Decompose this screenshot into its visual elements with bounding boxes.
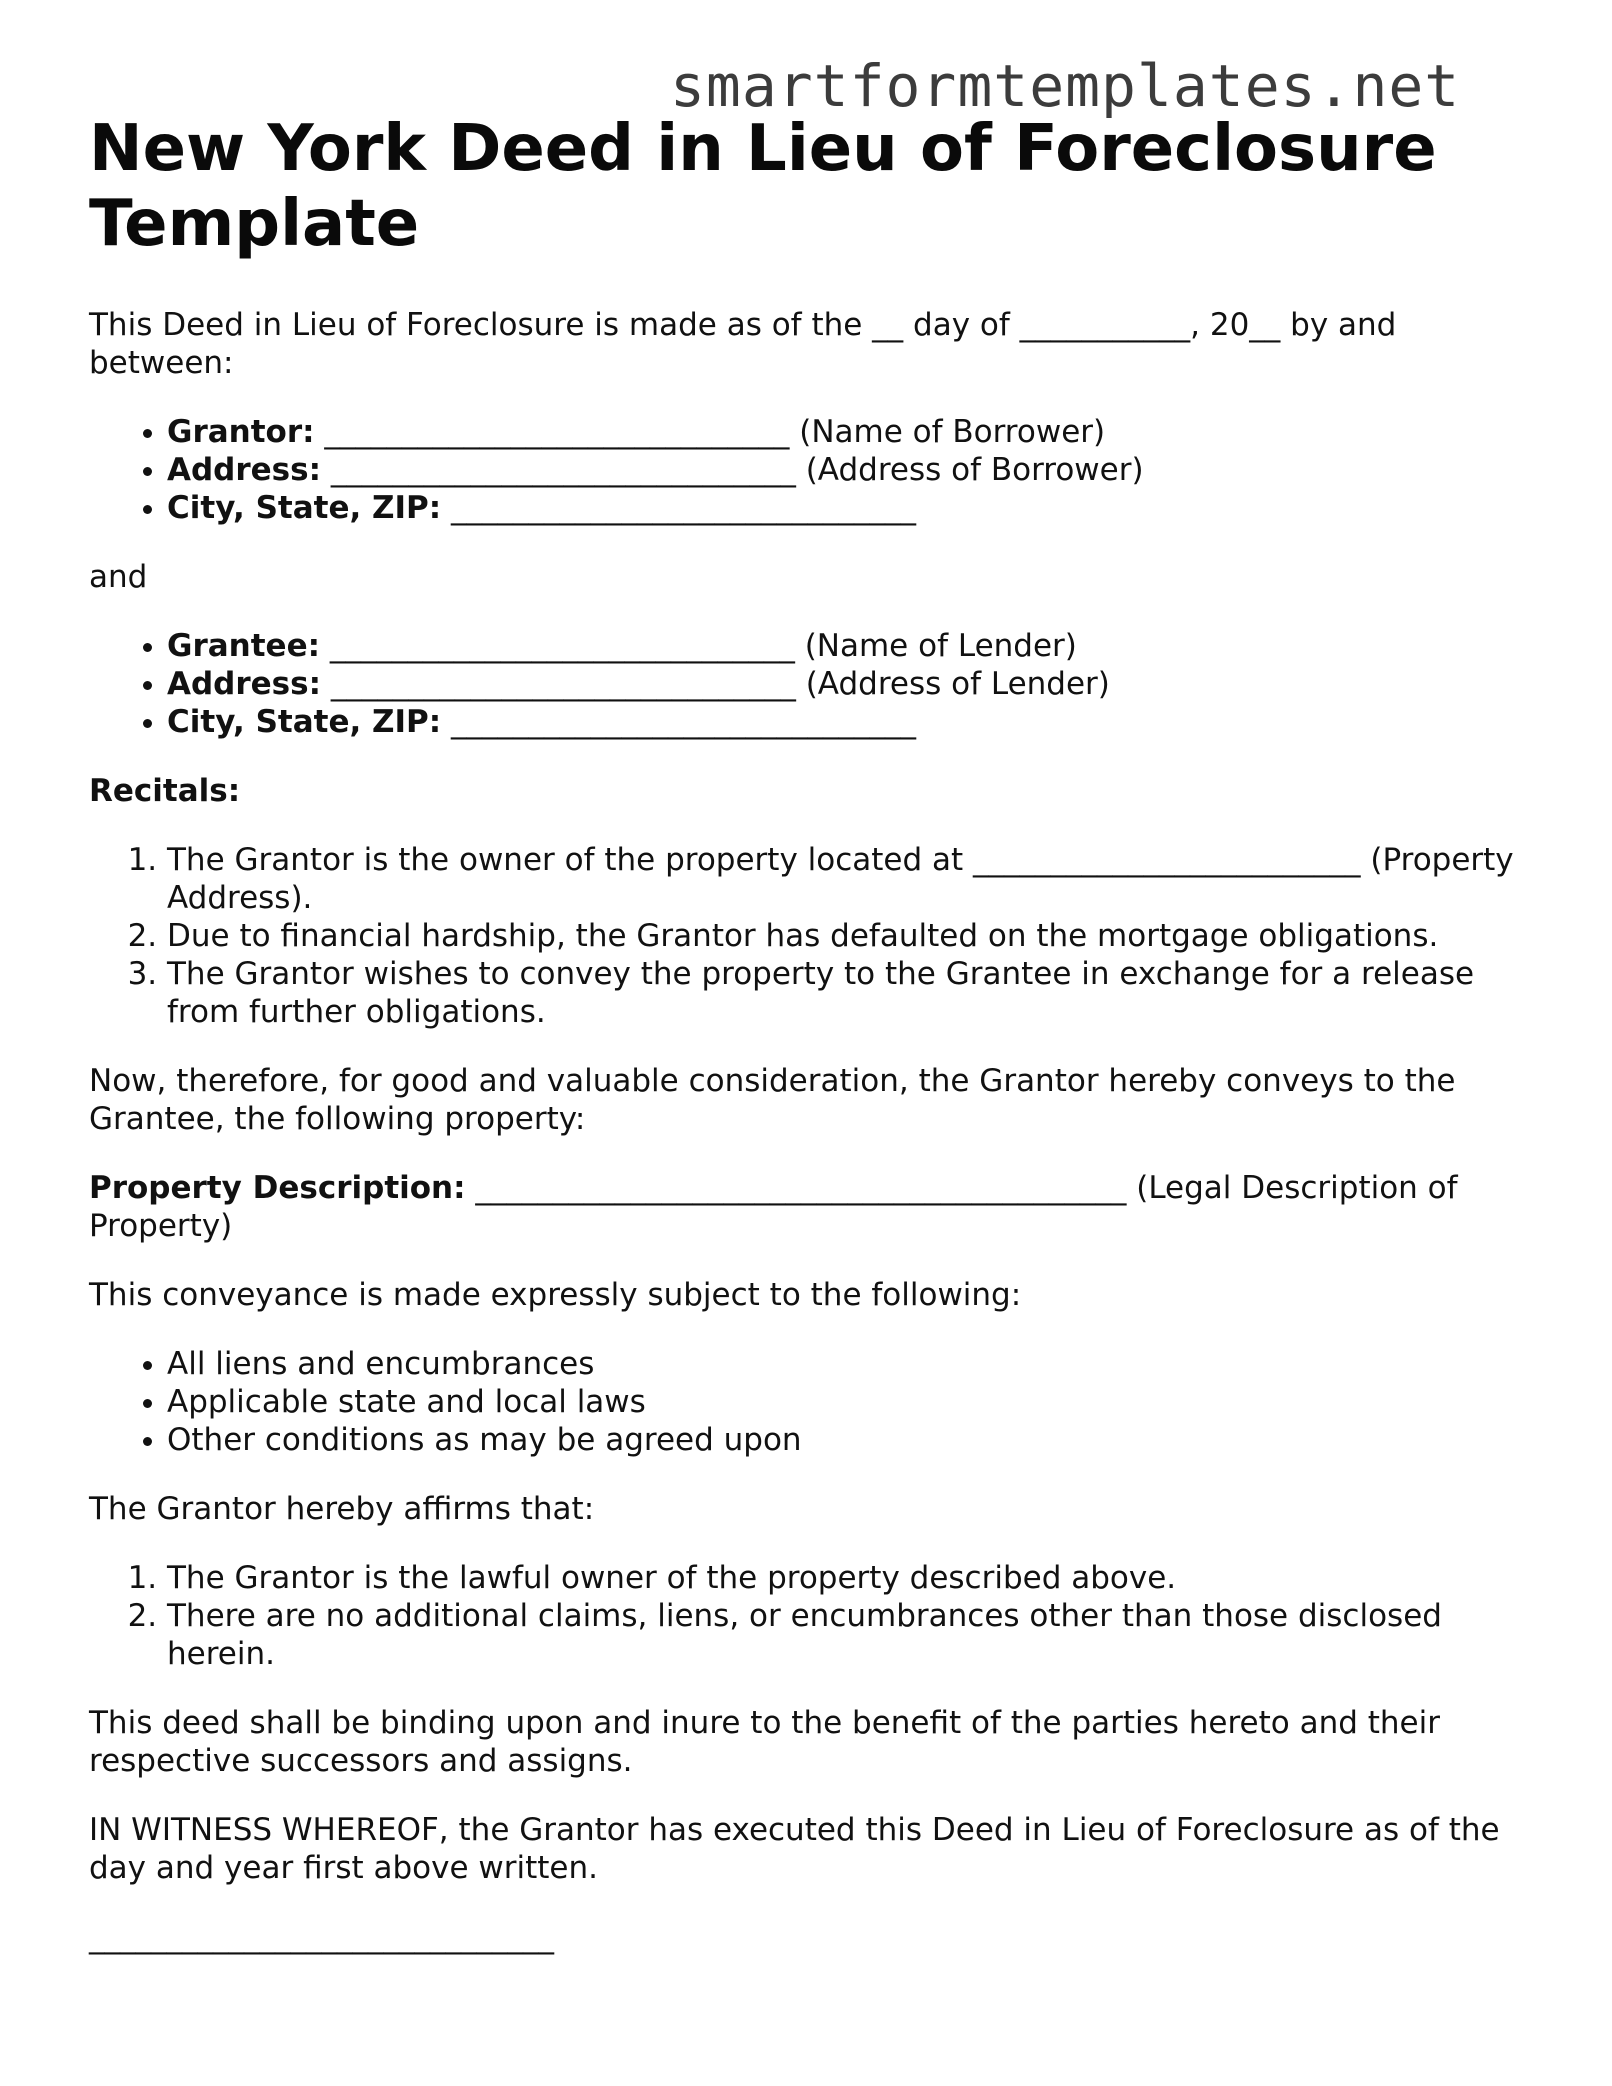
property-label: Property Description: [89,1170,466,1206]
field-label: City, State, ZIP: [167,704,442,740]
affirm-item: 1. The Grantor is the lawful owner of the property described above. [167,1559,1519,1597]
subject-item: • Applicable state and local laws [167,1383,1519,1421]
field-blank: ______________________________ [441,490,917,526]
field-blank: ______________________________ (Name of Borrower) [314,414,1106,450]
conveyance-paragraph: Now, therefore, for good and valuable consideration, the Grantor hereby conveys to the Grantee, the following property: [89,1063,1456,1137]
document-body [89,306,1519,1956]
field-blank: ______________________________ (Address of Borrower) [321,452,1144,488]
affirm-intro: The Grantor hereby affirms that: [89,1491,595,1527]
field-label: Grantee: [167,628,320,664]
property-blank: __________________________________________ (Legal Description of Property) [89,1170,1458,1244]
property-description [89,1169,1519,1245]
field-label: Address: [167,452,321,488]
grantor-city-item [167,489,1519,527]
subject-item: • Other conditions as may be agreed upon [167,1421,1519,1459]
affirm-item: 2. There are no additional claims, liens, or encumbrances other than those disclosed herein. [167,1597,1519,1673]
witness-paragraph: IN WITNESS WHEREOF, the Grantor has executed this Deed in Lieu of Foreclosure as of the day and year first above written. [89,1812,1500,1886]
recitals-list [89,841,1519,1031]
grantee-list [89,627,1519,741]
recital-item: 1. The Grantor is the owner of the property located at _________________________ (Property Address). [167,841,1519,917]
field-blank: ______________________________ (Address of Lender) [321,666,1110,702]
grantee-name-item [167,627,1519,665]
recital-item: 3. The Grantor wishes to convey the property to the Grantee in exchange for a release from further obligations. [167,955,1519,1031]
watermark: smartformtemplates.net [670,52,1461,120]
field-blank: ______________________________ [441,704,917,740]
recitals-heading-text: Recitals: [89,773,241,809]
subject-item: • All liens and encumbrances [167,1345,1519,1383]
grantor-name-item [167,413,1519,451]
subject-list [89,1345,1519,1459]
binding-paragraph: This deed shall be binding upon and inure to the benefit of the parties hereto and their respective successors and assigns. [89,1705,1440,1779]
intro-paragraph: This Deed in Lieu of Foreclosure is made as of the __ day of ___________, 20__ by and between: [89,307,1397,381]
field-label: Grantor: [167,414,315,450]
recitals-heading [89,772,1519,810]
field-blank: ______________________________ (Name of Lender) [320,628,1077,664]
grantor-list [89,413,1519,527]
signature-line: ______________________________ [89,1919,554,1955]
affirm-list [89,1559,1519,1673]
field-label: City, State, ZIP: [167,490,442,526]
grantor-address-item [167,451,1519,489]
and-text: and [89,559,148,595]
grantee-city-item [167,703,1519,741]
page-title: New York Deed in Lieu of Foreclosure Template [89,112,1437,261]
subject-intro: This conveyance is made expressly subject to the following: [89,1277,1022,1313]
grantee-address-item [167,665,1519,703]
field-label: Address: [167,666,321,702]
recital-item: 2. Due to financial hardship, the Grantor has defaulted on the mortgage obligations. [167,917,1519,955]
